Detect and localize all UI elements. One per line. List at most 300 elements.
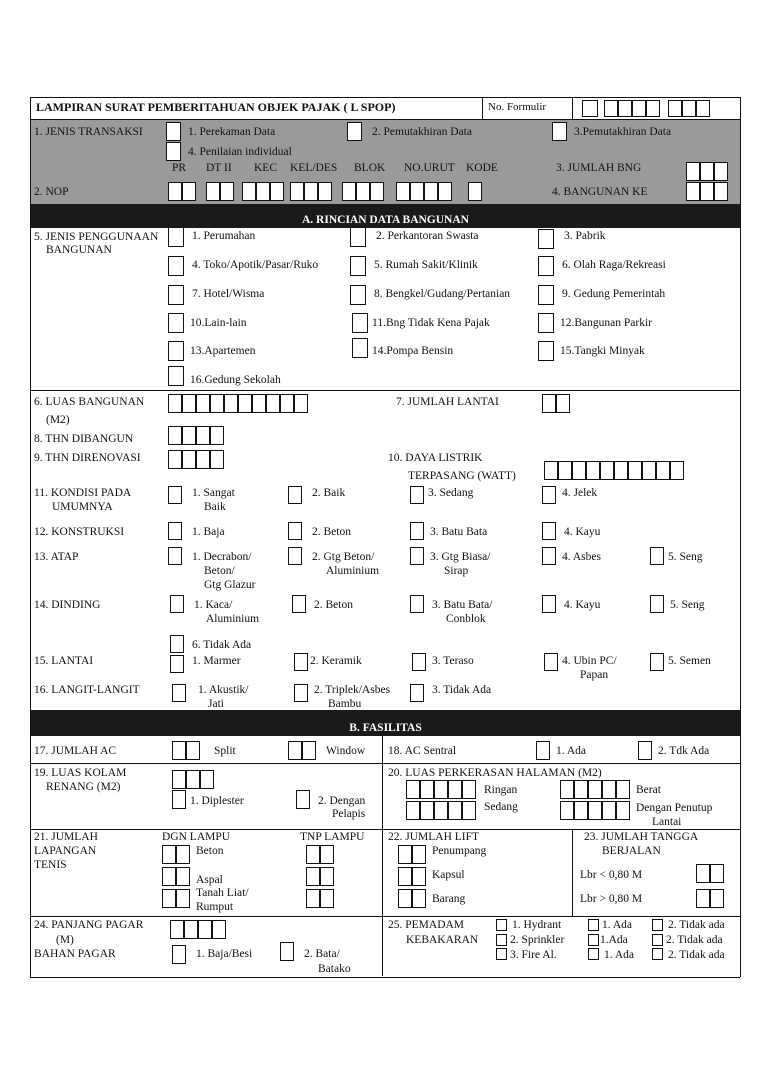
daya-listrik-box[interactable]	[628, 461, 642, 480]
checkbox-sangat-baik[interactable]	[168, 486, 182, 504]
ubin-label: 4. Ubin PC/	[562, 655, 617, 667]
nop-box[interactable]	[318, 182, 332, 201]
nop-box[interactable]	[270, 182, 284, 201]
kaca-aluminium-label: Aluminium	[206, 613, 260, 625]
tidak-kena-pajak-label: 11.Bng Tidak Kena Pajak	[372, 317, 490, 329]
nop-dt-label: DT II	[206, 162, 232, 174]
checkbox-langit-tidak-ada[interactable]	[410, 684, 424, 702]
penutup-box[interactable]	[616, 801, 630, 820]
aspal-dgn-box[interactable]	[162, 867, 176, 886]
decrabon-label: 1. Decrabon/	[192, 551, 252, 563]
penutup-box[interactable]	[574, 801, 588, 820]
hydrant-ada-label: 1. Ada	[602, 919, 633, 931]
ringan-box[interactable]	[406, 780, 420, 799]
checkbox-sprinkler-tidak[interactable]	[652, 934, 663, 946]
fire-alarm-label: 3. Fire Al.	[510, 949, 557, 961]
formulir-box[interactable]	[646, 100, 660, 117]
fire-tidak-label: 2. Tidak ada	[668, 949, 725, 961]
checkbox-triplek[interactable]	[294, 684, 308, 702]
tangki-minyak-label: 15.Tangki Minyak	[560, 345, 645, 357]
jumlah-bng-label: 3. JUMLAH BNG	[556, 162, 642, 174]
checkbox-perekaman[interactable]	[166, 122, 181, 141]
checkbox-rumah-sakit[interactable]	[350, 256, 366, 276]
ac-ada-label: 1. Ada	[556, 745, 587, 757]
asbes-label: 4. Asbes	[562, 551, 601, 563]
ringan-label: Ringan	[484, 784, 518, 796]
checkbox-sedang[interactable]	[410, 486, 424, 504]
thn-dibangun-label: 8. THN DIBANGUN	[34, 433, 134, 445]
thn-direnovasi-box[interactable]	[168, 450, 182, 469]
checkbox-batu-bata[interactable]	[410, 522, 424, 540]
luas-kolam-box[interactable]	[186, 770, 200, 789]
jelek-label: 4. Jelek	[562, 487, 598, 499]
papan-label: Papan	[580, 669, 609, 681]
checkbox-jelek[interactable]	[542, 486, 556, 504]
checkbox-sprinkler-ada[interactable]	[588, 934, 599, 946]
luas-bangunan-box[interactable]	[294, 394, 308, 413]
sprinkler-label: 2. Sprinkler	[510, 934, 565, 946]
gedung-pemerintah-label: 9. Gedung Pemerintah	[562, 288, 666, 300]
sprinkler-ada-label: 1.Ada	[600, 934, 628, 946]
luas-kolam-label: 19. LUAS KOLAM	[34, 767, 127, 779]
jumlah-bng-box[interactable]	[700, 162, 714, 181]
batu-bata-label: 3. Batu Bata	[430, 526, 488, 538]
checkbox-asbes[interactable]	[542, 547, 556, 565]
checkbox-decrabon[interactable]	[168, 547, 182, 565]
kapsul-box[interactable]	[398, 867, 412, 886]
ac-window-box[interactable]	[302, 741, 316, 760]
formulir-box[interactable]	[582, 100, 598, 117]
luas-bangunan-box[interactable]	[224, 394, 238, 413]
nop-box[interactable]	[396, 182, 410, 201]
jumlah-lift-label: 22. JUMLAH LIFT	[388, 831, 480, 843]
checkbox-diplester[interactable]	[172, 790, 186, 809]
aspal-dgn-box[interactable]	[176, 867, 190, 886]
dinding-beton-label: 2. Beton	[314, 599, 353, 611]
daya-listrik-box[interactable]	[586, 461, 600, 480]
sedang-box[interactable]	[448, 801, 462, 820]
checkbox-hydrant-ada[interactable]	[588, 919, 599, 931]
daya-listrik-box[interactable]	[670, 461, 684, 480]
marmer-label: 1. Marmer	[192, 655, 241, 667]
panjang-pagar-label: 24. PANJANG PAGAR	[34, 919, 144, 931]
daya-listrik-label: 10. DAYA LISTRIK	[388, 452, 483, 464]
bangunan-ke-box[interactable]	[686, 182, 700, 201]
apartemen-label: 13.Apartemen	[190, 345, 256, 357]
luas-bangunan-label: 6. LUAS BANGUNAN	[34, 396, 145, 408]
berat-label: Berat	[636, 784, 661, 796]
formulir-box[interactable]	[696, 100, 710, 117]
nop-box[interactable]	[370, 182, 384, 201]
lantai-label: 15. LANTAI	[34, 655, 94, 667]
tenis-label: TENIS	[34, 859, 67, 871]
checkbox-baik[interactable]	[288, 486, 302, 504]
daya-listrik-box[interactable]	[614, 461, 628, 480]
dengan-penutup-label: Dengan Penutup	[636, 802, 713, 814]
jumlah-lantai-label: 7. JUMLAH LANTAI	[396, 396, 499, 408]
nop-kode-box[interactable]	[468, 182, 482, 201]
renang-label: RENANG (M2)	[46, 781, 121, 793]
panjang-pagar-box[interactable]	[170, 920, 184, 939]
perumahan-label: 1. Perumahan	[192, 230, 256, 242]
checkbox-fire-ada[interactable]	[588, 948, 599, 960]
daya-listrik-box[interactable]	[642, 461, 656, 480]
konstruksi-label: 12. KONSTRUKSI	[34, 526, 125, 538]
frame-left	[30, 97, 31, 977]
semen-label: 5. Semen	[668, 655, 711, 667]
bangunan-label: BANGUNAN	[46, 244, 112, 256]
checkbox-gedung-pemerintah[interactable]	[538, 285, 554, 305]
sedang-box[interactable]	[406, 801, 420, 820]
dengan-label: 2. Dengan	[318, 795, 366, 807]
option-perekaman-label: 1. Perekaman Data	[188, 126, 276, 138]
checkbox-olah-raga[interactable]	[538, 256, 554, 276]
triplek-label: 2. Triplek/Asbes	[314, 684, 391, 696]
luas-bangunan-box[interactable]	[168, 394, 182, 413]
checkbox-baja-besi[interactable]	[172, 945, 186, 964]
hydrant-label: 1. Hydrant	[512, 919, 562, 931]
checkbox-keramik[interactable]	[294, 653, 308, 671]
jati-label: Jati	[208, 698, 224, 710]
formulir-box[interactable]	[604, 100, 618, 117]
tangga-kecil-box[interactable]	[710, 864, 724, 883]
thn-dibangun-box[interactable]	[196, 426, 210, 445]
no-formulir-label: No. Formulir	[488, 101, 547, 113]
sedang-box[interactable]	[462, 801, 476, 820]
ac-split-box[interactable]	[186, 741, 200, 760]
jumlah-bng-box[interactable]	[686, 162, 700, 181]
baja-besi-label: 1. Baja/Besi	[196, 948, 253, 960]
luas-bangunan-box[interactable]	[182, 394, 196, 413]
sedang-box[interactable]	[434, 801, 448, 820]
section-b-title: B. FASILITAS	[349, 722, 422, 734]
checkbox-semen[interactable]	[650, 653, 664, 671]
kapsul-box[interactable]	[412, 867, 426, 886]
luas-bangunan-box[interactable]	[196, 394, 210, 413]
checkbox-dinding-seng[interactable]	[650, 595, 664, 613]
beton-dgn-box[interactable]	[176, 845, 190, 864]
nop-box[interactable]	[342, 182, 356, 201]
thn-dibangun-box[interactable]	[210, 426, 224, 445]
luas-bangunan-box[interactable]	[280, 394, 294, 413]
daya-listrik-box[interactable]	[600, 461, 614, 480]
checkbox-fire-alarm[interactable]	[496, 948, 507, 960]
nop-box[interactable]	[182, 182, 196, 201]
checkbox-seng[interactable]	[650, 547, 664, 565]
penumpang-box[interactable]	[398, 845, 412, 864]
tanah-tnp-box[interactable]	[320, 889, 334, 908]
checkbox-dinding-beton[interactable]	[292, 595, 306, 613]
thn-dibangun-box[interactable]	[182, 426, 196, 445]
teraso-label: 3. Teraso	[432, 655, 474, 667]
ringan-box[interactable]	[448, 780, 462, 799]
kondisi-label: 11. KONDISI PADA	[34, 487, 132, 499]
checkbox-ac-tdk-ada[interactable]	[638, 741, 652, 760]
sedang-perkerasan-label: Sedang	[484, 801, 518, 813]
bambu-label: Bambu	[328, 698, 362, 710]
panjang-pagar-box[interactable]	[184, 920, 198, 939]
luas-bangunan-box[interactable]	[210, 394, 224, 413]
tnp-lampu-label: TNP LAMPU	[300, 831, 365, 843]
aspal-tnp-box[interactable]	[306, 867, 320, 886]
penumpang-box[interactable]	[412, 845, 426, 864]
tanah-dgn-box[interactable]	[176, 889, 190, 908]
nop-box[interactable]	[304, 182, 318, 201]
dinding-seng-label: 5. Seng	[670, 599, 705, 611]
formulir-box[interactable]	[668, 100, 682, 117]
formulir-box[interactable]	[682, 100, 696, 117]
nop-box[interactable]	[438, 182, 452, 201]
checkbox-dinding-kayu[interactable]	[542, 595, 556, 613]
hydrant-tidak-label: 2. Tidak ada	[668, 919, 725, 931]
luas-bangunan-box[interactable]	[252, 394, 266, 413]
gtg-beton-label: 2. Gtg Beton/	[312, 551, 375, 563]
akustik-label: 1. Akustik/	[198, 684, 249, 696]
gtg-biasa-label: 3. Gtg Biasa/	[430, 551, 491, 563]
pabrik-label: 3. Pabrik	[564, 230, 606, 242]
ac-window-box[interactable]	[288, 741, 302, 760]
barang-box[interactable]	[412, 889, 426, 908]
nop-kec-label: KEC	[254, 162, 277, 174]
checkbox-baja[interactable]	[168, 522, 182, 540]
checkbox-hotel[interactable]	[168, 285, 184, 305]
checkbox-dengan-pelapis[interactable]	[296, 790, 310, 809]
dinding-tidak-ada-label: 6. Tidak Ada	[192, 639, 252, 651]
barang-box[interactable]	[398, 889, 412, 908]
rumah-sakit-label: 5. Rumah Sakit/Klinik	[374, 259, 478, 271]
nop-kel-label: KEL/DES	[290, 162, 338, 174]
jenis-penggunaan-label: 5. JENIS PENGGUNAAN	[34, 231, 159, 243]
penutup-box[interactable]	[602, 801, 616, 820]
checkbox-toko[interactable]	[168, 256, 184, 276]
gedung-sekolah-label: 16.Gedung Sekolah	[190, 374, 281, 386]
daya-terpasang-label: TERPASANG (WATT)	[408, 470, 516, 482]
checkbox-bengkel[interactable]	[350, 285, 366, 305]
conblok-label: Conblok	[446, 613, 486, 625]
rumput-label: Rumput	[196, 901, 234, 913]
thn-direnovasi-box[interactable]	[210, 450, 224, 469]
checkbox-apartemen[interactable]	[168, 341, 184, 361]
aluminium-label: Aluminium	[326, 565, 380, 577]
beton-dgn-box[interactable]	[162, 845, 176, 864]
luas-bangunan-box[interactable]	[266, 394, 280, 413]
ac-split-box[interactable]	[172, 741, 186, 760]
checkbox-teraso[interactable]	[412, 653, 426, 671]
daya-listrik-box[interactable]	[558, 461, 572, 480]
beton-tnp-box[interactable]	[320, 845, 334, 864]
bangunan-parkir-label: 12.Bangunan Parkir	[560, 317, 652, 329]
dinding-kayu-label: 4. Kayu	[564, 599, 601, 611]
checkbox-bata-batako[interactable]	[280, 942, 294, 961]
jumlah-lantai-box[interactable]	[556, 394, 570, 413]
checkbox-ubin[interactable]	[544, 653, 558, 671]
formulir-box[interactable]	[618, 100, 632, 117]
checkbox-akustik[interactable]	[172, 684, 186, 702]
luas-perkerasan-label: 20. LUAS PERKERASAN HALAMAN (M2)	[388, 767, 602, 779]
nop-pr-label: PR	[172, 162, 187, 174]
nop-box[interactable]	[290, 182, 304, 201]
umumnya-label: UMUMNYA	[52, 501, 113, 513]
berat-box[interactable]	[574, 780, 588, 799]
batako-label: Batako	[318, 963, 351, 975]
bangunan-ke-box[interactable]	[714, 182, 728, 201]
fire-ada-label: 1. Ada	[604, 949, 635, 961]
jumlah-bng-box[interactable]	[714, 162, 728, 181]
checkbox-perumahan[interactable]	[168, 227, 184, 247]
checkbox-tidak-kena-pajak[interactable]	[352, 313, 368, 333]
nop-box[interactable]	[206, 182, 220, 201]
option-penilaian-label: 4. Penilaian individual	[188, 146, 292, 158]
bangunan-ke-label: 4. BANGUNAN KE	[552, 186, 648, 198]
panjang-pagar-box[interactable]	[198, 920, 212, 939]
sangat-baik-label: Baik	[204, 501, 226, 513]
ac-tdk-ada-label: 2. Tdk Ada	[658, 745, 710, 757]
pelapis-label: Pelapis	[332, 808, 366, 820]
penumpang-label: Penumpang	[432, 845, 487, 857]
nop-box[interactable]	[410, 182, 424, 201]
nop-box[interactable]	[424, 182, 438, 201]
checkbox-pabrik[interactable]	[538, 229, 554, 249]
atap-beton-label: Beton/	[204, 565, 235, 577]
nop-box[interactable]	[168, 182, 182, 201]
checkbox-beton[interactable]	[288, 522, 302, 540]
kebakaran-label: KEBAKARAN	[406, 934, 479, 946]
nop-nourut-label: NO.URUT	[404, 162, 455, 174]
checkbox-sprinkler[interactable]	[496, 934, 507, 946]
form-title: LAMPIRAN SURAT PEMBERITAHUAN OBJEK PAJAK ( L SPOP)	[36, 100, 396, 114]
thn-direnovasi-box[interactable]	[196, 450, 210, 469]
sedang-label: 3. Sedang	[428, 487, 474, 499]
diplester-label: 1. Diplester	[190, 795, 244, 807]
dinding-label: 14. DINDING	[34, 599, 101, 611]
sedang-box[interactable]	[420, 801, 434, 820]
checkbox-dinding-batu-bata[interactable]	[410, 595, 424, 613]
aspal-tnp-box[interactable]	[320, 867, 334, 886]
option-pemutakhiran-label: 2. Pemutakhiran Data	[372, 126, 472, 138]
beton-label: 2. Beton	[312, 526, 351, 538]
checkbox-pemutakhiran-3[interactable]	[552, 122, 567, 141]
option-pemutakhiran-3-label: 3.Pemutakhiran Data	[574, 126, 672, 138]
tangga-besar-box[interactable]	[696, 889, 710, 908]
berat-box[interactable]	[588, 780, 602, 799]
checkbox-marmer[interactable]	[170, 655, 184, 673]
dinding-batu-bata-label: 3. Batu Bata/	[432, 599, 493, 611]
checkbox-hydrant[interactable]	[496, 919, 507, 931]
berat-box[interactable]	[602, 780, 616, 799]
checkbox-gtg-beton[interactable]	[288, 547, 302, 565]
berat-box[interactable]	[616, 780, 630, 799]
checkbox-ac-ada[interactable]	[536, 741, 550, 760]
kaca-label: 1. Kaca/	[194, 599, 233, 611]
ringan-box[interactable]	[420, 780, 434, 799]
luas-kolam-box[interactable]	[172, 770, 186, 789]
keramik-label: 2. Keramik	[310, 655, 362, 667]
tanah-tnp-box[interactable]	[306, 889, 320, 908]
langit-tidak-ada-label: 3. Tidak Ada	[432, 684, 492, 696]
thn-direnovasi-label: 9. THN DIRENOVASI	[34, 452, 141, 464]
daya-listrik-box[interactable]	[572, 461, 586, 480]
langit-langit-label: 16. LANGIT-LANGIT	[34, 684, 140, 696]
perkantoran-label: 2. Perkantoran Swasta	[376, 230, 479, 242]
atap-label: 13. ATAP	[34, 551, 79, 563]
tanah-dgn-box[interactable]	[162, 889, 176, 908]
tangga-besar-box[interactable]	[710, 889, 724, 908]
checkbox-lain-lain[interactable]	[168, 313, 184, 333]
checkbox-gedung-sekolah[interactable]	[168, 366, 184, 386]
daya-listrik-box[interactable]	[656, 461, 670, 480]
checkbox-penilaian[interactable]	[166, 142, 181, 161]
baik-label: 2. Baik	[312, 487, 346, 499]
tangga-kecil-box[interactable]	[696, 864, 710, 883]
pemadam-label: 25. PEMADAM	[388, 919, 465, 931]
beton-tnp-box[interactable]	[306, 845, 320, 864]
lebar-kecil-label: Lbr < 0,80 M	[580, 869, 643, 881]
olah-raga-label: 6. Olah Raga/Rekreasi	[562, 259, 666, 271]
jumlah-lapangan-label: 21. JUMLAH	[34, 831, 98, 843]
section-a-title: A. RINCIAN DATA BANGUNAN	[302, 214, 469, 226]
checkbox-kaca[interactable]	[170, 595, 184, 613]
bata-label: 2. Bata/	[304, 948, 340, 960]
penutup-box[interactable]	[560, 801, 574, 820]
frame-right	[740, 97, 741, 977]
toko-label: 4. Toko/Apotik/Pasar/Ruko	[192, 259, 319, 271]
checkbox-gtg-biasa[interactable]	[410, 547, 424, 565]
checkbox-bangunan-parkir[interactable]	[538, 313, 554, 333]
ringan-box[interactable]	[434, 780, 448, 799]
luas-bangunan-box[interactable]	[238, 394, 252, 413]
lantai-penutup-label: Lantai	[652, 816, 682, 828]
jenis-transaksi-label: 1. JENIS TRANSAKSI	[34, 126, 143, 138]
panjang-pagar-box[interactable]	[212, 920, 226, 939]
ringan-box[interactable]	[462, 780, 476, 799]
baja-label: 1. Baja	[192, 526, 225, 538]
split-label: Split	[214, 745, 236, 757]
checkbox-tangki-minyak[interactable]	[538, 341, 554, 361]
checkbox-tidak-ada[interactable]	[170, 635, 184, 653]
checkbox-perkantoran[interactable]	[350, 227, 366, 247]
tanah-liat-label: Tanah Liat/	[196, 887, 249, 899]
luas-kolam-box[interactable]	[200, 770, 214, 789]
aspal-label: Aspal	[196, 874, 223, 886]
pompa-bensin-label: 14.Pompa Bensin	[372, 345, 454, 357]
panjang-pagar-unit: (M)	[56, 934, 74, 946]
checkbox-hydrant-tidak[interactable]	[652, 919, 663, 931]
nop-box[interactable]	[242, 182, 256, 201]
formulir-box[interactable]	[632, 100, 646, 117]
penutup-box[interactable]	[588, 801, 602, 820]
nop-box[interactable]	[356, 182, 370, 201]
daya-listrik-box[interactable]	[544, 461, 558, 480]
bangunan-ke-box[interactable]	[700, 182, 714, 201]
berjalan-label: BERJALAN	[602, 845, 661, 857]
dgn-lampu-label: DGN LAMPU	[162, 831, 231, 843]
kapsul-label: Kapsul	[432, 869, 465, 881]
nop-box[interactable]	[256, 182, 270, 201]
checkbox-kayu[interactable]	[542, 522, 556, 540]
thn-dibangun-box[interactable]	[168, 426, 182, 445]
checkbox-pemutakhiran[interactable]	[347, 122, 362, 141]
seng-label: 5. Seng	[668, 551, 703, 563]
gtg-glazur-label: Gtg Glazur	[204, 579, 256, 591]
thn-direnovasi-box[interactable]	[182, 450, 196, 469]
berat-box[interactable]	[560, 780, 574, 799]
nop-box[interactable]	[220, 182, 234, 201]
bengkel-label: 8. Bengkel/Gudang/Pertanian	[374, 288, 511, 300]
jumlah-tangga-label: 23. JUMLAH TANGGA	[584, 831, 699, 843]
jumlah-lantai-box[interactable]	[542, 394, 556, 413]
checkbox-fire-tidak[interactable]	[652, 948, 663, 960]
checkbox-pompa-bensin[interactable]	[352, 338, 368, 358]
